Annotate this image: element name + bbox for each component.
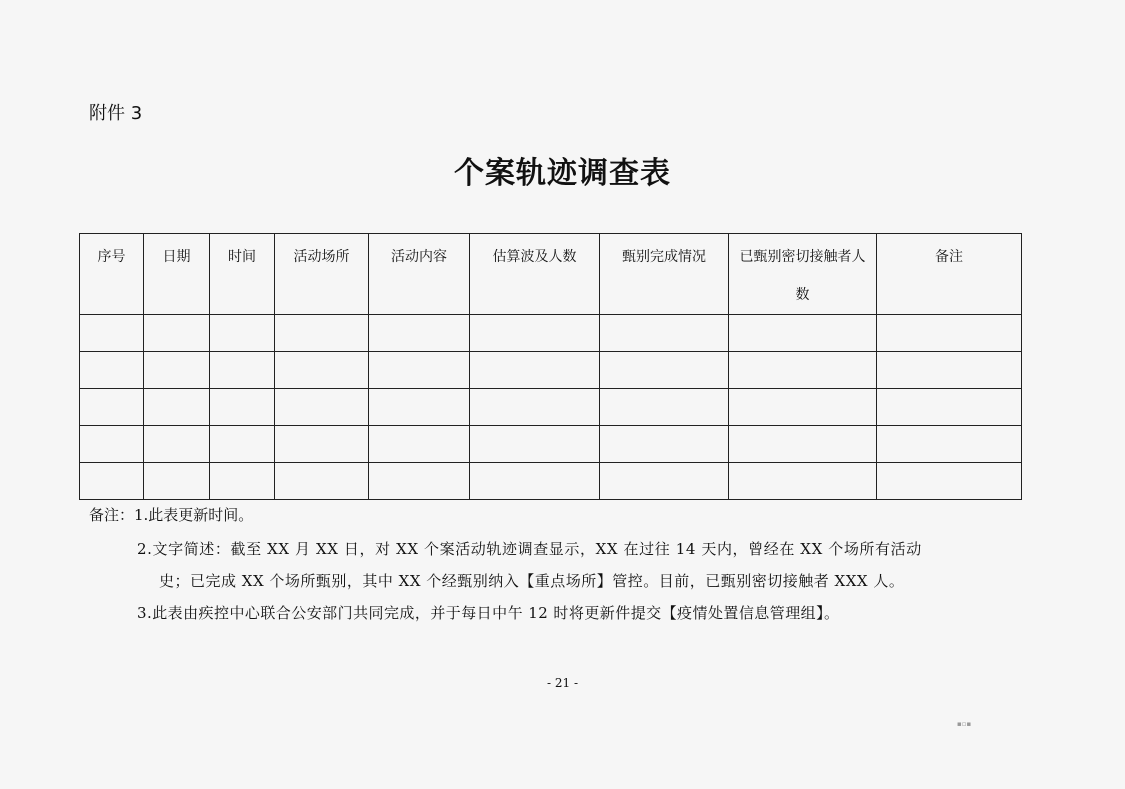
header-remarks: 备注	[877, 234, 1022, 315]
table-header-row	[80, 234, 1022, 315]
attachment-label: 附件 3	[89, 103, 143, 124]
note-2-line-2: 史；已完成 XX 个场所甄别，其中 XX 个经甄别纳入【重点场所】管控。目前，已甄别密切接触者 XXX 人。	[159, 572, 905, 590]
header-activity: 活动内容	[369, 234, 470, 315]
header-venue: 活动场所	[275, 234, 369, 315]
table-row	[80, 352, 1022, 389]
note-3: 3.此表由疾控中心联合公安部门共同完成，并于每日中午 12 时将更新件提交【疫情处置信息管理组】。	[137, 604, 840, 622]
trajectory-table	[79, 233, 1022, 500]
header-estimated-affected: 估算波及人数	[470, 234, 600, 315]
header-time: 时间	[210, 234, 275, 315]
table-row	[80, 315, 1022, 352]
note-2-line-1: 2.文字简述：截至 XX 月 XX 日，对 XX 个案活动轨迹调查显示，XX 在过往 14 天内，曾经在 XX 个场所有活动	[137, 540, 922, 558]
header-close-contacts: 已甄别密切接触者人数	[729, 234, 877, 315]
table-row	[80, 426, 1022, 463]
table-row	[80, 463, 1022, 500]
header-index: 序号	[80, 234, 144, 315]
table-row	[80, 389, 1022, 426]
header-date: 日期	[144, 234, 210, 315]
scan-mark: ▪▫▪	[957, 720, 972, 728]
note-1: 备注：1.此表更新时间。	[89, 506, 254, 524]
page-title: 个案轨迹调查表	[454, 156, 671, 191]
header-screening-status: 甄别完成情况	[600, 234, 729, 315]
page-number: - 21 -	[546, 676, 578, 690]
